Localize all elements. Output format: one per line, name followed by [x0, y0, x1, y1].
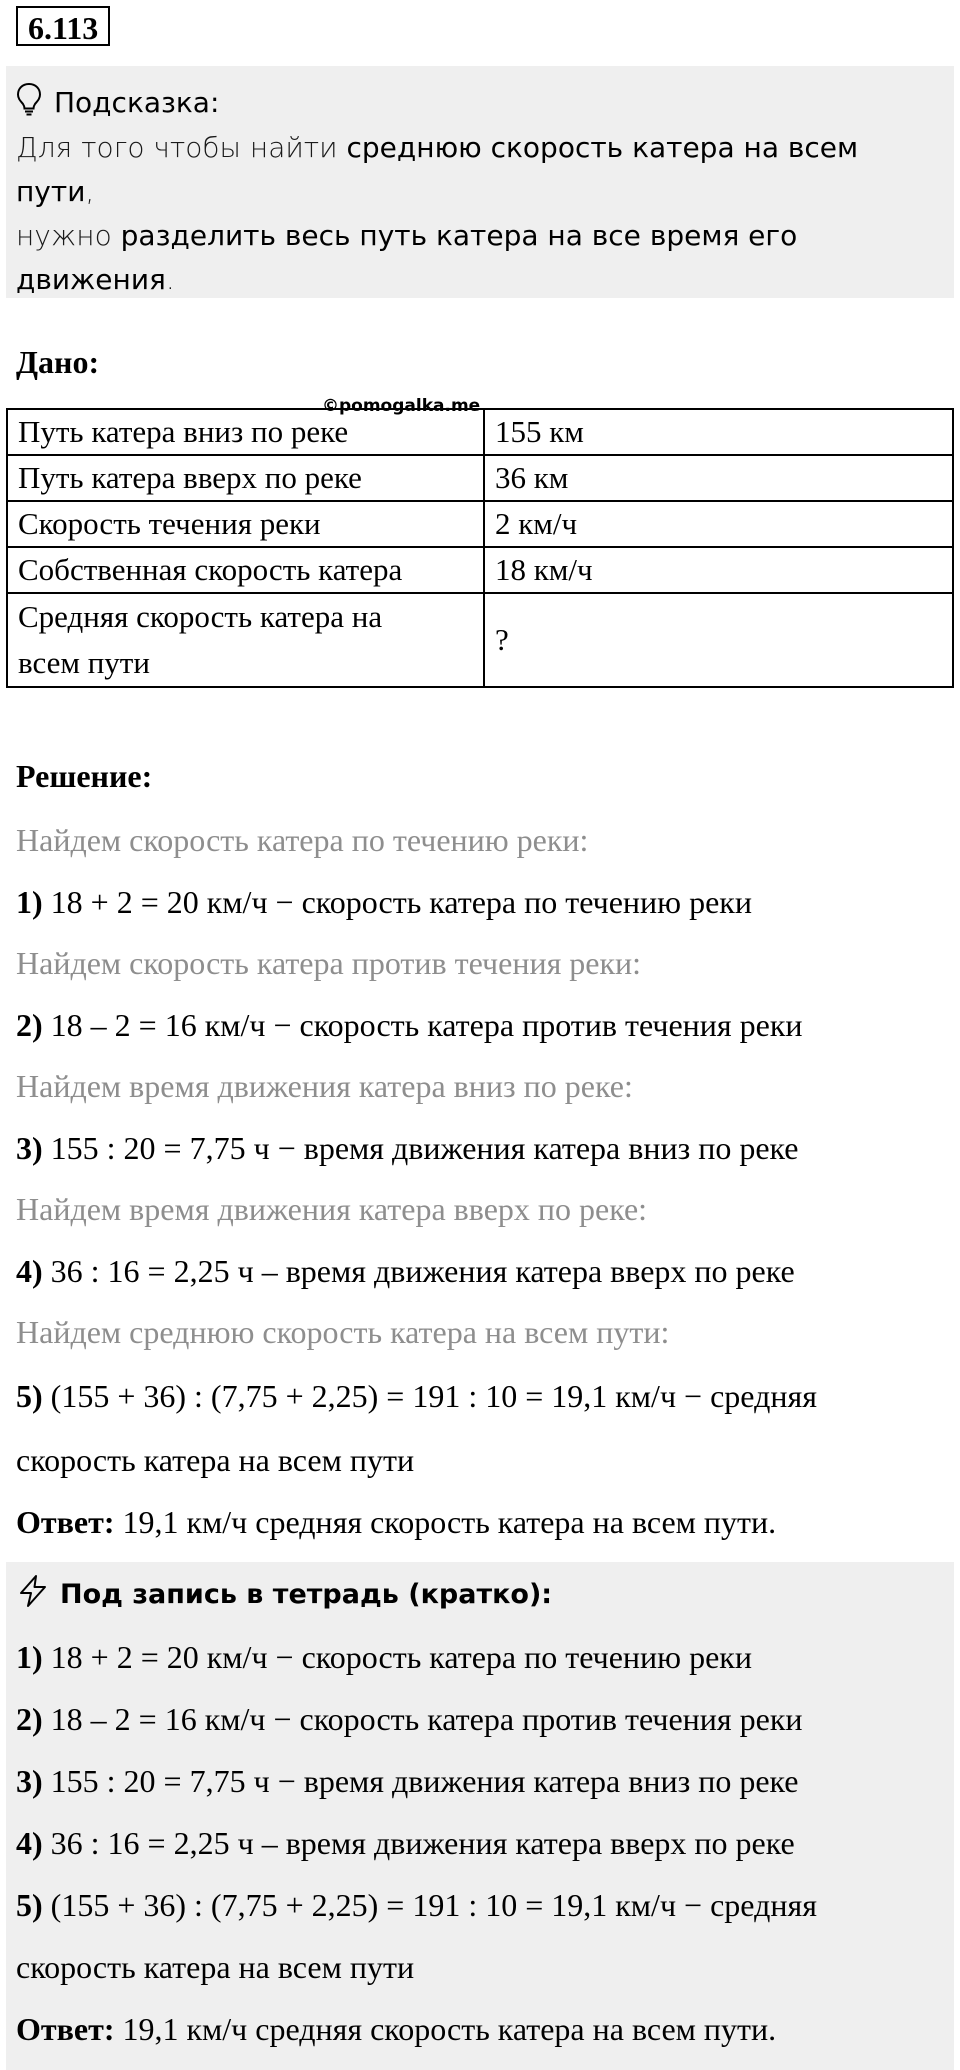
- notebook-step: [16, 1750, 944, 1812]
- given-value: ?: [484, 593, 953, 687]
- notebook-step: [16, 1688, 944, 1750]
- answer-label: Ответ:: [16, 2011, 115, 2047]
- step-text: 155 : 20 = 7,75 ч − время движения катера вниз по реке: [42, 1130, 799, 1166]
- hint-text: [16, 126, 944, 302]
- given-heading: Дано:: [16, 344, 100, 380]
- step-number: 4): [16, 1253, 43, 1289]
- solution-note: Найдем время движения катера вверх по реке:: [16, 1191, 648, 1227]
- notebook-box: [6, 1562, 954, 2070]
- step-text: 18 + 2 = 20 км/ч − скорость катера по течению реки: [42, 884, 752, 920]
- given-value: 36 км: [484, 455, 953, 501]
- given-label: Скорость течения реки: [7, 501, 484, 547]
- solution-step-continuation: скорость катера на всем пути: [16, 1442, 415, 1478]
- solution-note: Найдем среднюю скорость катера на всем пути:: [16, 1314, 670, 1350]
- hint-text-part: Для того чтобы найти: [16, 131, 347, 164]
- step-number: 5): [16, 1887, 43, 1923]
- given-label-line: всем пути: [18, 645, 150, 680]
- answer-text: 19,1 км/ч средняя скорость катера на всем пути.: [114, 2011, 777, 2047]
- table-row: [7, 501, 953, 547]
- hint-text-part: нужно: [16, 219, 121, 252]
- hint-text-emphasis: разделить весь путь катера на все время его движения: [16, 219, 798, 296]
- step-number: 2): [16, 1007, 43, 1043]
- solution-note: Найдем время движения катера вниз по реке:: [16, 1068, 633, 1104]
- hint-text-part: ,: [85, 175, 95, 208]
- step-number: 4): [16, 1825, 43, 1861]
- step-number: 1): [16, 884, 43, 920]
- lightning-icon: [16, 1574, 60, 1615]
- hint-title: Подсказка:: [54, 85, 220, 119]
- hint-box: [6, 66, 954, 298]
- solution-step: [16, 1130, 799, 1167]
- step-text: 36 : 16 = 2,25 ч – время движения катера вверх по реке: [42, 1253, 795, 1289]
- answer-text: 19,1 км/ч средняя скорость катера на всем пути.: [114, 1504, 777, 1540]
- given-label: Путь катера вверх по реке: [7, 455, 484, 501]
- step-text: 36 : 16 = 2,25 ч – время движения катера вверх по реке: [42, 1825, 795, 1861]
- step-number: 2): [16, 1701, 43, 1737]
- given-value: 155 км: [484, 409, 953, 455]
- watermark: ©pomogalka.me: [322, 396, 481, 416]
- table-row: [7, 455, 953, 501]
- notebook-title: Под запись в тетрадь (кратко):: [60, 1578, 553, 1610]
- notebook-step-continuation: скорость катера на всем пути: [16, 1949, 415, 1985]
- solution-note: Найдем скорость катера по течению реки:: [16, 822, 589, 858]
- table-row: [7, 593, 953, 687]
- problem-number: 6.113: [16, 6, 110, 46]
- notebook-step: [16, 1874, 944, 1936]
- notebook-answer: [16, 1998, 944, 2060]
- step-number: 5): [16, 1378, 43, 1414]
- given-label: Собственная скорость катера: [7, 547, 484, 593]
- given-table: [6, 408, 954, 688]
- step-number: 1): [16, 1639, 43, 1675]
- given-value: 2 км/ч: [484, 501, 953, 547]
- solution-step: [16, 1253, 795, 1290]
- solution-heading: Решение:: [16, 758, 153, 794]
- given-label: Путь катера вниз по реке: [7, 409, 484, 455]
- step-text: (155 + 36) : (7,75 + 2,25) = 191 : 10 = 19,1 км/ч − средняя: [42, 1887, 817, 1923]
- step-number: 3): [16, 1130, 43, 1166]
- step-text: 18 + 2 = 20 км/ч − скорость катера по течению реки: [42, 1639, 752, 1675]
- table-row: [7, 547, 953, 593]
- solution-note: Найдем скорость катера против течения реки:: [16, 945, 642, 981]
- given-label-line: Средняя скорость катера на: [18, 599, 383, 634]
- notebook-step: [16, 1626, 944, 1688]
- hint-text-emphasis: среднюю скорость катера на всем пути: [16, 131, 859, 208]
- hint-title-row: [16, 76, 944, 128]
- solution-answer: [16, 1504, 776, 1541]
- answer-label: Ответ:: [16, 1504, 115, 1540]
- solution-step: [16, 1378, 817, 1415]
- step-number: 3): [16, 1763, 43, 1799]
- solution-step: [16, 1007, 803, 1044]
- given-value: 18 км/ч: [484, 547, 953, 593]
- step-text: 18 – 2 = 16 км/ч − скорость катера против течения реки: [42, 1007, 803, 1043]
- hint-text-part: .: [165, 263, 175, 296]
- step-text: (155 + 36) : (7,75 + 2,25) = 191 : 10 = 19,1 км/ч − средняя: [42, 1378, 817, 1414]
- solution-step: [16, 884, 752, 921]
- step-text: 18 – 2 = 16 км/ч − скорость катера против течения реки: [42, 1701, 803, 1737]
- lightbulb-icon: [16, 82, 54, 123]
- notebook-title-row: [16, 1562, 944, 1626]
- notebook-step: [16, 1812, 944, 1874]
- table-row: [7, 409, 953, 455]
- step-text: 155 : 20 = 7,75 ч − время движения катера вниз по реке: [42, 1763, 799, 1799]
- given-label: [7, 593, 484, 687]
